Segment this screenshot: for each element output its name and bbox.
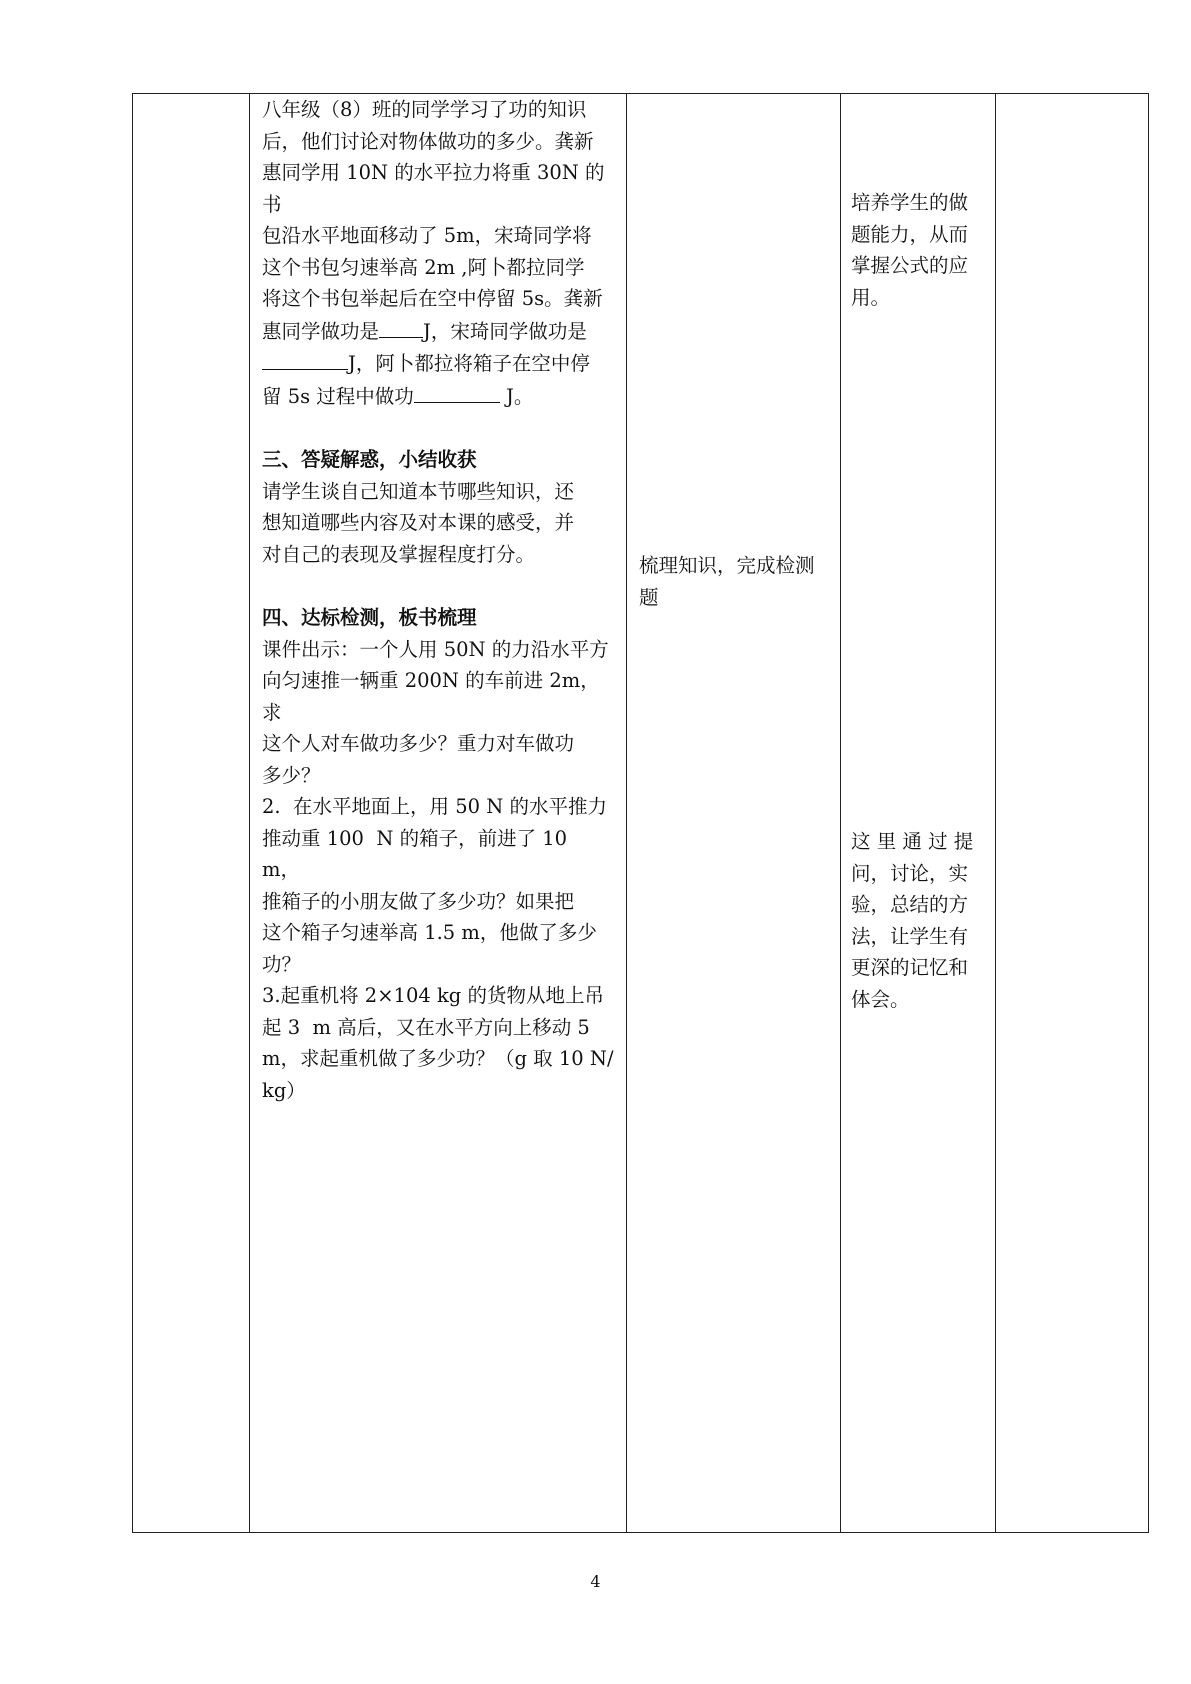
text-line: kg） bbox=[262, 1078, 306, 1102]
text-line: 包沿水平地面移动了 5m，宋琦同学将 bbox=[262, 224, 592, 247]
example-problem bbox=[262, 94, 616, 412]
text-line: 2. 在水平地面上，用 50 N 的水平推力 bbox=[262, 795, 607, 818]
text-line: 这个书包匀速举高 2m ,阿卜都拉同学 bbox=[262, 255, 585, 279]
answer-blank bbox=[262, 347, 348, 370]
answer-blank bbox=[379, 315, 423, 338]
text-line: 验，总结的方 bbox=[851, 893, 969, 916]
design-intent-cell bbox=[841, 94, 996, 1533]
empty-cell-right bbox=[996, 94, 1149, 1533]
text-line: 对自己的表现及掌握程度打分。 bbox=[262, 542, 536, 566]
text-line: 问，讨论，实 bbox=[851, 861, 969, 885]
text-line: 惠同学用 10N 的水平拉力将重 30N 的书 bbox=[262, 161, 605, 216]
page-number: 4 bbox=[590, 1572, 601, 1591]
empty-cell-left bbox=[133, 94, 250, 1533]
table-row bbox=[133, 94, 1149, 1533]
section-heading: 三、答疑解惑，小结收获 bbox=[262, 448, 477, 471]
text-line: 3.起重机将 2×104 kg 的货物从地上吊 bbox=[262, 984, 604, 1007]
intent-block bbox=[851, 187, 987, 313]
student-activity-cell bbox=[627, 94, 841, 1533]
answer-blank bbox=[414, 380, 500, 403]
text-line: 八年级（8）班的同学学习了功的知识 bbox=[262, 98, 587, 121]
intent-block bbox=[851, 826, 987, 1015]
text-line: 法，让学生有 bbox=[851, 924, 969, 948]
text-line: 这个箱子匀速举高 1.5 m，他做了多少 bbox=[262, 921, 597, 944]
fill-in-line: J，阿卜都拉将箱子在空中停 bbox=[262, 347, 616, 380]
text-line: 推动重 100 N 的箱子，前进了 10 m， bbox=[262, 826, 580, 881]
section-heading: 四、达标检测，板书梳理 bbox=[262, 606, 477, 629]
text-line: 这 里 通 过 提 bbox=[851, 830, 974, 853]
text-line: 掌握公式的应 bbox=[851, 254, 969, 277]
fill-in-line: 惠同学做功是 J，宋琦同学做功是 bbox=[262, 315, 616, 348]
text-line: 题 bbox=[639, 585, 659, 609]
text-line: 用。 bbox=[851, 285, 891, 309]
text-line: 课件出示：一个人用 50N 的力沿水平方 bbox=[262, 637, 609, 661]
text-line: 这个人对车做功多少？重力对车做功 bbox=[262, 732, 575, 755]
text-line: 梳理知识，完成检测 bbox=[639, 554, 815, 577]
text-line: 题能力，从而 bbox=[851, 222, 969, 246]
teaching-process-cell bbox=[250, 94, 627, 1533]
text-line: 更深的记忆和 bbox=[851, 956, 969, 979]
text-line: 向匀速推一辆重 200N 的车前进 2m，求 bbox=[262, 669, 600, 724]
text-line: 功？ bbox=[262, 952, 302, 976]
text-line: 请学生谈自己知道本节哪些知识，还 bbox=[262, 479, 575, 503]
lesson-plan-table bbox=[132, 93, 1149, 1533]
fill-in-line: 留 5s 过程中做功 J。 bbox=[262, 380, 616, 413]
text-line: 将这个书包举起后在空中停留 5s。龚新 bbox=[262, 287, 603, 310]
section-summary bbox=[262, 444, 616, 570]
text-line: 起 3 m 高后，又在水平方向上移动 5 bbox=[262, 1015, 590, 1039]
text-line: 体会。 bbox=[851, 987, 910, 1011]
text-line: 想知道哪些内容及对本课的感受，并 bbox=[262, 511, 575, 534]
text-line: 推箱子的小朋友做了多少功？如果把 bbox=[262, 889, 575, 913]
text-line: 后，他们讨论对物体做功的多少。龚新 bbox=[262, 129, 594, 153]
text-line: 培养学生的做 bbox=[851, 191, 969, 214]
text-line: 多少？ bbox=[262, 763, 321, 787]
text-line: m，求起重机做了多少功？（g 取 10 N/ bbox=[262, 1047, 614, 1070]
section-assessment bbox=[262, 602, 616, 1106]
